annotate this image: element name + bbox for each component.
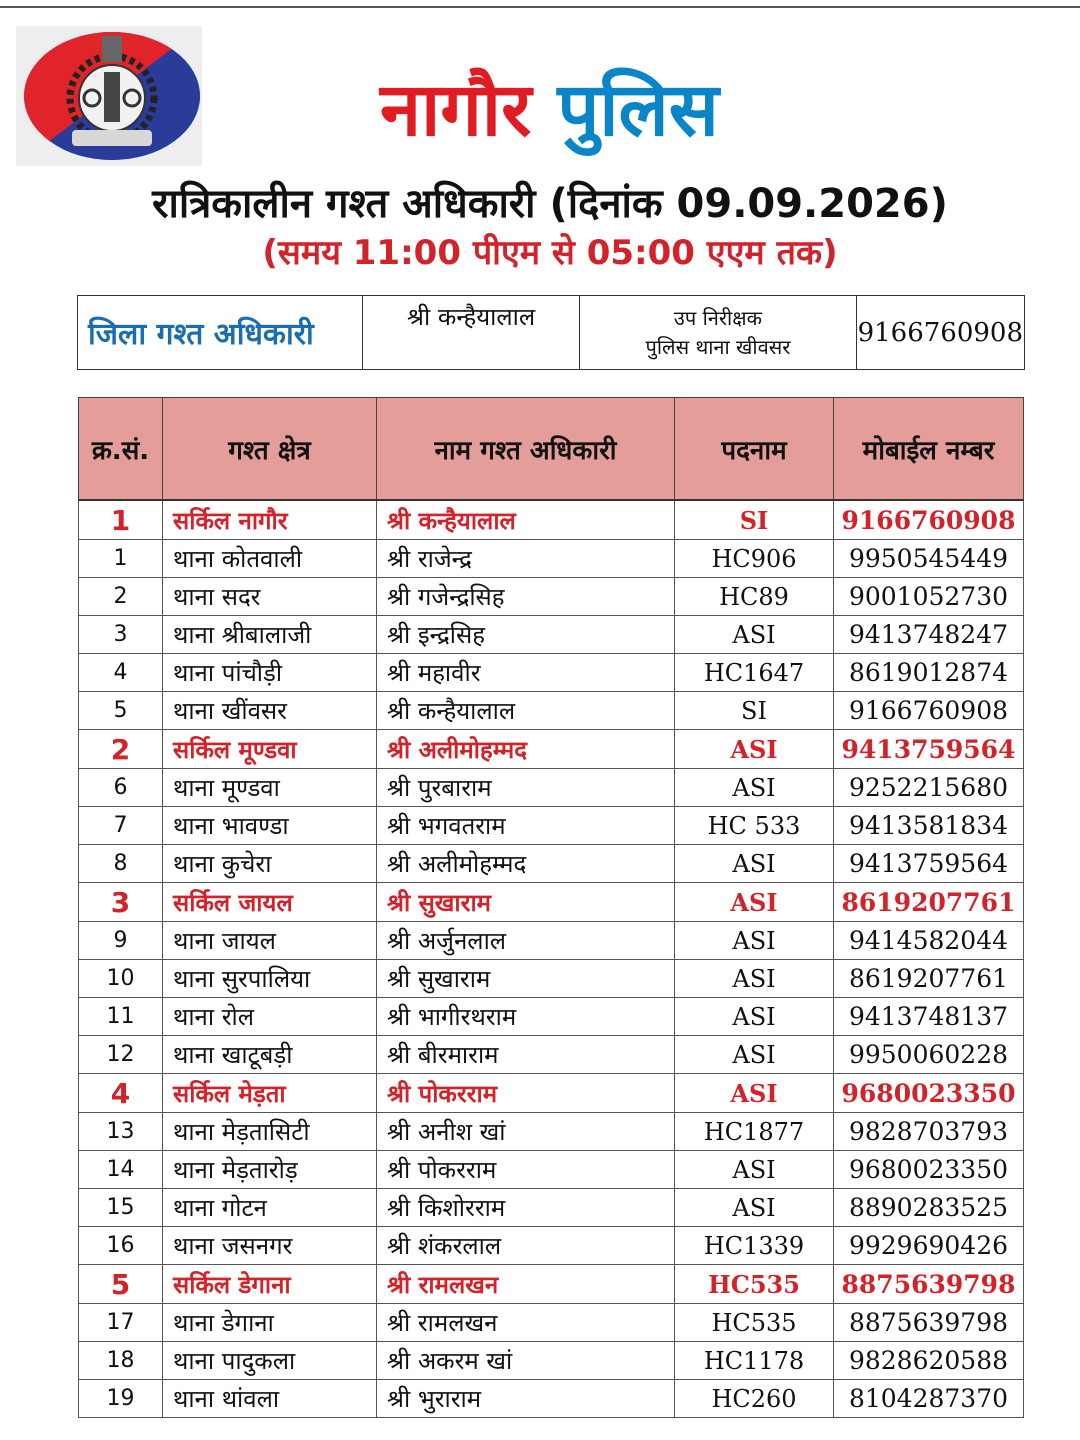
serial-cell: 8: [79, 845, 163, 883]
serial-cell: 13: [79, 1113, 163, 1151]
serial-cell: 17: [79, 1304, 163, 1342]
officer-name-cell: श्री पुरबाराम: [377, 769, 675, 807]
mobile-cell: 9413759564: [834, 845, 1024, 883]
area-cell: थाना डेगाना: [163, 1304, 377, 1342]
officer-name-cell: श्री अनीश खां: [377, 1113, 675, 1151]
area-cell: थाना भावण्डा: [163, 807, 377, 845]
serial-cell: 16: [79, 1227, 163, 1265]
mobile-cell: 9413581834: [834, 807, 1024, 845]
designation-cell: HC535: [675, 1304, 834, 1342]
header-designation: पदनाम: [675, 398, 834, 501]
area-cell: थाना सदर: [163, 578, 377, 616]
table-row: [79, 540, 1024, 578]
officer-name-cell: श्री शंकरलाल: [377, 1227, 675, 1265]
circle-row: [79, 883, 1024, 922]
officer-name-cell: श्री सुखाराम: [377, 960, 675, 998]
table-row: [79, 1304, 1024, 1342]
serial-cell: 2: [79, 578, 163, 616]
designation-line-1: उप निरीक्षक: [673, 305, 762, 330]
table-header-row: [79, 398, 1024, 501]
mobile-cell: 9828703793: [834, 1113, 1024, 1151]
district-officer-table: [77, 295, 1025, 370]
designation-cell: HC906: [675, 540, 834, 578]
designation-cell: HC1647: [675, 654, 834, 692]
table-row: [79, 769, 1024, 807]
area-cell: थाना श्रीबालाजी: [163, 616, 377, 654]
area-cell: सर्किल नागौर: [163, 500, 377, 540]
designation-cell: HC89: [675, 578, 834, 616]
serial-cell: 7: [79, 807, 163, 845]
area-cell: थाना मूण्डवा: [163, 769, 377, 807]
district-officer-label: जिला गश्त अधिकारी: [78, 296, 363, 370]
designation-cell: ASI: [675, 998, 834, 1036]
officer-name-cell: श्री बीरमाराम: [377, 1036, 675, 1074]
serial-cell: 9: [79, 922, 163, 960]
area-cell: थाना खाटूबड़ी: [163, 1036, 377, 1074]
area-cell: थाना रोल: [163, 998, 377, 1036]
officer-name-cell: श्री रामलखन: [377, 1304, 675, 1342]
mobile-cell: 9252215680: [834, 769, 1024, 807]
designation-line-2: पुलिस थाना खीवसर: [645, 334, 791, 359]
rajasthan-police-emblem-icon: [16, 26, 202, 166]
serial-cell: 3: [79, 616, 163, 654]
designation-cell: ASI: [675, 730, 834, 769]
patrol-roster-table: [78, 397, 1024, 1418]
designation-cell: ASI: [675, 1189, 834, 1227]
mobile-cell: 9001052730: [834, 578, 1024, 616]
serial-cell: 4: [79, 654, 163, 692]
top-rule: [0, 6, 1080, 8]
header-mobile: मोबाईल नम्बर: [834, 398, 1024, 501]
area-cell: थाना थांवला: [163, 1380, 377, 1418]
mobile-cell: 9166760908: [834, 692, 1024, 730]
table-row: [79, 998, 1024, 1036]
table-row: [79, 1227, 1024, 1265]
table-row: [79, 1113, 1024, 1151]
table-row: [79, 960, 1024, 998]
police-logo: [16, 26, 202, 166]
mobile-cell: 9413748247: [834, 616, 1024, 654]
table-row: [79, 1151, 1024, 1189]
serial-cell: 1: [79, 500, 163, 540]
designation-cell: HC1178: [675, 1342, 834, 1380]
designation-cell: ASI: [675, 769, 834, 807]
serial-cell: 12: [79, 1036, 163, 1074]
area-cell: थाना कोतवाली: [163, 540, 377, 578]
district-officer-mobile: 9166760908: [856, 296, 1024, 370]
mobile-cell: 9414582044: [834, 922, 1024, 960]
designation-cell: ASI: [675, 1074, 834, 1113]
officer-name-cell: श्री गजेन्द्रसिह: [377, 578, 675, 616]
header-officer-name: नाम गश्त अधिकारी: [377, 398, 675, 501]
designation-cell: HC535: [675, 1265, 834, 1304]
area-cell: सर्किल मूण्डवा: [163, 730, 377, 769]
designation-cell: ASI: [675, 922, 834, 960]
title-nagaur: नागौर: [380, 67, 532, 153]
serial-cell: 6: [79, 769, 163, 807]
designation-cell: HC1339: [675, 1227, 834, 1265]
area-cell: थाना खींवसर: [163, 692, 377, 730]
designation-cell: ASI: [675, 883, 834, 922]
mobile-cell: 9950060228: [834, 1036, 1024, 1074]
area-cell: थाना जसनगर: [163, 1227, 377, 1265]
officer-name-cell: श्री महावीर: [377, 654, 675, 692]
circle-row: [79, 1265, 1024, 1304]
table-row: [79, 922, 1024, 960]
serial-cell: 1: [79, 540, 163, 578]
officer-name-cell: श्री पोकरराम: [377, 1074, 675, 1113]
page-title: [380, 56, 719, 157]
circle-row: [79, 1074, 1024, 1113]
area-cell: थाना पादुकला: [163, 1342, 377, 1380]
area-cell: थाना पांचौड़ी: [163, 654, 377, 692]
officer-name-cell: श्री सुखाराम: [377, 883, 675, 922]
table-row: [79, 654, 1024, 692]
officer-name-cell: श्री भुराराम: [377, 1380, 675, 1418]
table-row: [79, 616, 1024, 654]
circle-row: [79, 500, 1024, 540]
area-cell: थाना जायल: [163, 922, 377, 960]
table-row: [79, 845, 1024, 883]
mobile-cell: 8875639798: [834, 1304, 1024, 1342]
mobile-cell: 8890283525: [834, 1189, 1024, 1227]
mobile-cell: 8875639798: [834, 1265, 1024, 1304]
mobile-cell: 9680023350: [834, 1074, 1024, 1113]
area-cell: सर्किल जायल: [163, 883, 377, 922]
table-body: [79, 500, 1024, 1418]
table-row: [79, 1380, 1024, 1418]
mobile-cell: 9413759564: [834, 730, 1024, 769]
mobile-cell: 9828620588: [834, 1342, 1024, 1380]
area-cell: थाना मेड़तासिटी: [163, 1113, 377, 1151]
officer-name-cell: श्री भागीरथराम: [377, 998, 675, 1036]
mobile-cell: 9413748137: [834, 998, 1024, 1036]
designation-cell: SI: [675, 692, 834, 730]
area-cell: थाना गोटन: [163, 1189, 377, 1227]
table-row: [79, 1342, 1024, 1380]
serial-cell: 3: [79, 883, 163, 922]
officer-name-cell: श्री अलीमोहम्मद: [377, 845, 675, 883]
header-area: गश्त क्षेत्र: [163, 398, 377, 501]
designation-cell: HC 533: [675, 807, 834, 845]
serial-cell: 15: [79, 1189, 163, 1227]
designation-cell: ASI: [675, 960, 834, 998]
table-row: [79, 578, 1024, 616]
officer-name-cell: श्री कन्हैयालाल: [377, 692, 675, 730]
officer-name-cell: श्री अर्जुनलाल: [377, 922, 675, 960]
officer-name-cell: श्री अकरम खां: [377, 1342, 675, 1380]
mobile-cell: 8619207761: [834, 960, 1024, 998]
table-row: [79, 692, 1024, 730]
serial-cell: 5: [79, 692, 163, 730]
designation-cell: SI: [675, 500, 834, 540]
table-row: [79, 1036, 1024, 1074]
mobile-cell: 8104287370: [834, 1380, 1024, 1418]
table-row: [79, 1189, 1024, 1227]
serial-cell: 2: [79, 730, 163, 769]
area-cell: थाना कुचेरा: [163, 845, 377, 883]
mobile-cell: 9950545449: [834, 540, 1024, 578]
serial-cell: 10: [79, 960, 163, 998]
officer-name-cell: श्री भगवतराम: [377, 807, 675, 845]
mobile-cell: 9166760908: [834, 500, 1024, 540]
designation-cell: HC260: [675, 1380, 834, 1418]
header-serial: क्र.सं.: [79, 398, 163, 501]
title-police: पुलिस: [557, 67, 719, 153]
serial-cell: 4: [79, 1074, 163, 1113]
circle-row: [79, 730, 1024, 769]
officer-name-cell: श्री कन्हैयालाल: [377, 500, 675, 540]
district-officer-name: श्री कन्हैयालाल: [362, 296, 580, 370]
designation-cell: ASI: [675, 1036, 834, 1074]
serial-cell: 5: [79, 1265, 163, 1304]
officer-name-cell: श्री पोकरराम: [377, 1151, 675, 1189]
timing-text: (समय 11:00 पीएम से 05:00 एएम तक): [262, 233, 838, 273]
subtitle: रात्रिकालीन गश्त अधिकारी (दिनांक 09.09.2026): [152, 181, 948, 227]
officer-name-cell: श्री राजेन्द्र: [377, 540, 675, 578]
mobile-cell: 8619012874: [834, 654, 1024, 692]
officer-name-cell: श्री किशोरराम: [377, 1189, 675, 1227]
area-cell: सर्किल डेगाना: [163, 1265, 377, 1304]
serial-cell: 18: [79, 1342, 163, 1380]
mobile-cell: 9929690426: [834, 1227, 1024, 1265]
designation-cell: ASI: [675, 616, 834, 654]
serial-cell: 14: [79, 1151, 163, 1189]
mobile-cell: 9680023350: [834, 1151, 1024, 1189]
designation-cell: HC1877: [675, 1113, 834, 1151]
district-officer-designation: [580, 296, 856, 370]
officer-name-cell: श्री अलीमोहम्मद: [377, 730, 675, 769]
designation-cell: ASI: [675, 845, 834, 883]
area-cell: थाना मेड़तारोड़: [163, 1151, 377, 1189]
area-cell: सर्किल मेड़ता: [163, 1074, 377, 1113]
area-cell: थाना सुरपालिया: [163, 960, 377, 998]
officer-name-cell: श्री रामलखन: [377, 1265, 675, 1304]
serial-cell: 19: [79, 1380, 163, 1418]
serial-cell: 11: [79, 998, 163, 1036]
designation-cell: ASI: [675, 1151, 834, 1189]
table-row: [79, 807, 1024, 845]
officer-name-cell: श्री इन्द्रसिह: [377, 616, 675, 654]
mobile-cell: 8619207761: [834, 883, 1024, 922]
